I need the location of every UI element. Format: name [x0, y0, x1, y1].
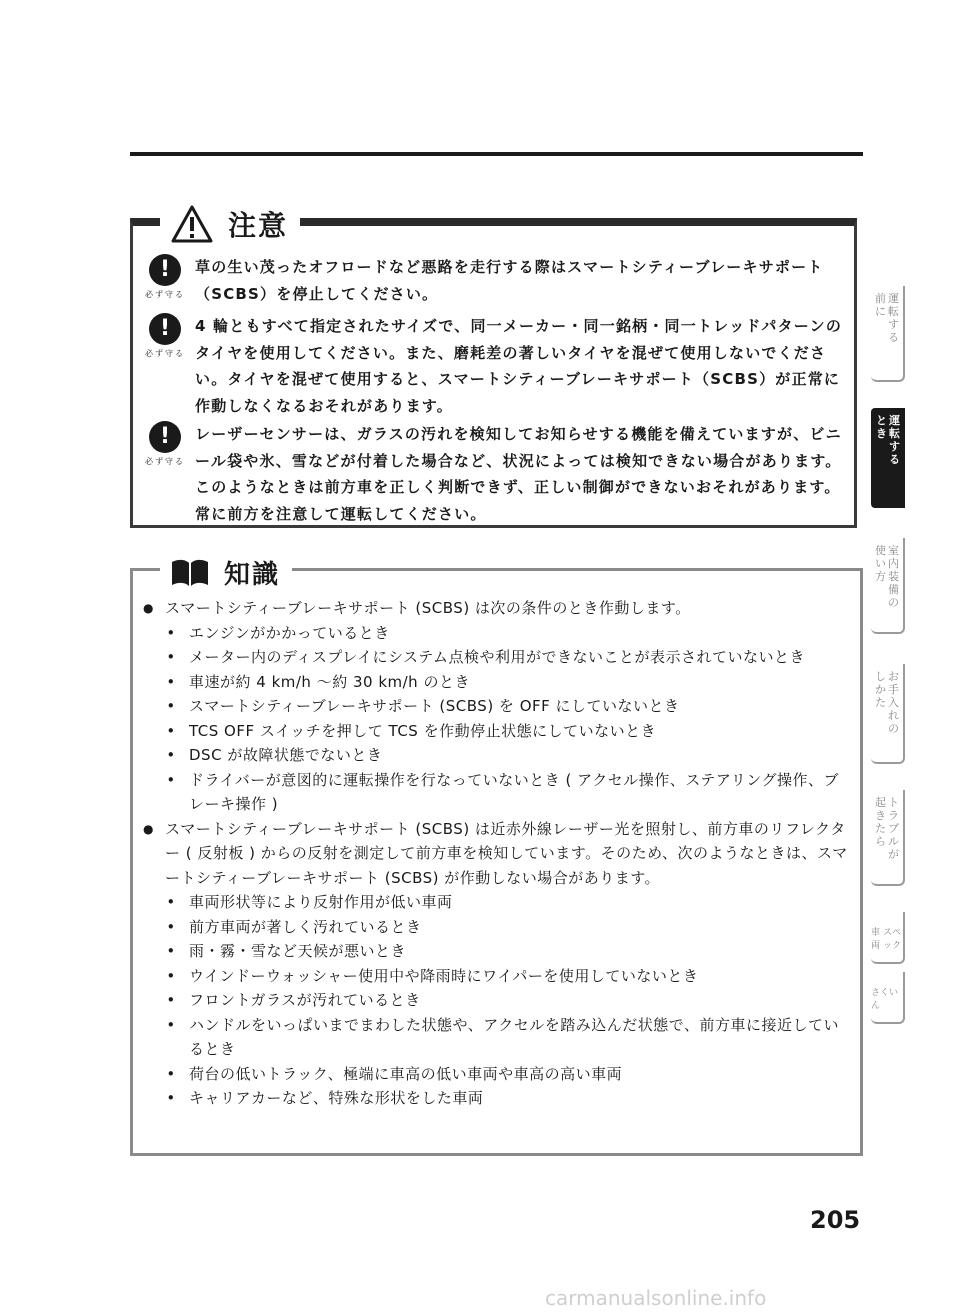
side-tab[interactable] [871, 912, 905, 964]
list-item-text: ウインドーウォッシャー使用中や降雨時にワイパーを使用していないとき [189, 966, 699, 985]
bullet-mark-icon: • [166, 893, 176, 911]
list-item [141, 768, 853, 817]
list-item [141, 890, 853, 915]
side-tab-label: 前 に [875, 292, 886, 318]
list-item [141, 670, 853, 695]
sub-list [141, 890, 853, 1111]
must-observe-icon: ! 必ず守る [143, 313, 187, 419]
must-observe-icon: ! 必ず守る [143, 254, 187, 307]
bullet-mark-icon: • [166, 1015, 176, 1034]
bullet-mark-icon: • [166, 1064, 176, 1083]
list-item [141, 719, 853, 744]
caution-text: 4 輪ともすべて指定されたサイズで、同一メーカー・同一銘柄・同一トレッドパターンのタイヤを使用してください。また、磨耗差の著しいタイヤを混ぜて使用しないでください。タイヤを混ぜて使用すると、スマートシティーブレーキサポート（SCBS）が正常に作動しなくなるおそれがあります。 [195, 317, 843, 415]
main-bullet-text: スマートシティーブレーキサポート (SCBS) は近赤外線レーザー光を照射し、前方車のリフレクター ( 反射板 ) からの反射を測定して前方車を検知しています。そのため、次のようなときは、スマートシティーブレーキサポート (SCBS) が作動しない場合があります。 [165, 819, 848, 887]
bullet-mark-icon: • [166, 746, 176, 764]
list-item-text: キャリアカーなど、特殊な形状をした車両 [189, 1089, 484, 1107]
side-tab-label: お 手 入 れ の [888, 670, 899, 735]
bullet-dot-icon: ● [143, 601, 154, 615]
side-tab[interactable] [871, 972, 905, 1024]
list-item [141, 621, 853, 646]
bullet-dot-icon: ● [143, 821, 154, 836]
list-item-text: フロントガラスが汚れているとき [189, 991, 421, 1009]
main-bullet-text: スマートシティーブレーキサポート (SCBS) は次の条件のとき作動します。 [165, 599, 691, 617]
list-item-text: スマートシティーブレーキサポート (SCBS) を OFF にしていないとき [189, 697, 680, 715]
bullet-mark-icon: • [166, 917, 176, 936]
bullet-mark-icon: • [166, 1089, 176, 1107]
side-tab-label: と き [876, 414, 887, 440]
side-tab-label: スペック [883, 928, 902, 951]
list-item [141, 645, 853, 670]
list-item-text: TCS OFF スイッチを押して TCS を作動停止状態にしていないとき [189, 721, 657, 740]
caution-text: レーザーセンサーは、ガラスの汚れを検知してお知らせする機能を備えていますが、ビニール袋や氷、雪などが付着した場合など、状況によっては検知できない場合があります。このようなときは前方車を正しく判断できず、正しい制御ができないおそれがあります。常に前方を注意して運転してください。 [195, 425, 842, 523]
list-item-text: DSC が故障状態でないとき [189, 746, 383, 764]
side-tab-label: ト ラ ブ ル が [888, 796, 899, 861]
caution-item [143, 421, 853, 527]
book-icon [170, 556, 210, 588]
list-item [141, 939, 853, 964]
caution-title: 注意 [228, 209, 289, 242]
side-tab-label: さくいん [871, 988, 899, 1011]
side-tab-label: 使 い 方 [875, 544, 886, 583]
list-item [141, 915, 853, 940]
knowledge-title: 知識 [224, 559, 281, 590]
list-item [141, 1062, 853, 1087]
bullet-mark-icon: • [166, 721, 176, 740]
list-item-text: ハンドルをいっぱいまでまわした状態や、アクセルを踏み込んだ状態で、前方車に接近しているとき [189, 1015, 839, 1058]
caution-item [143, 254, 853, 307]
side-tab[interactable] [871, 790, 905, 886]
list-item [141, 1086, 853, 1111]
side-tab[interactable] [871, 664, 905, 764]
side-tab-label: 車両 [871, 928, 881, 951]
list-item [141, 988, 853, 1013]
side-tab-label: 室 内 装 備 の [888, 544, 899, 609]
list-item [141, 694, 853, 719]
bullet-mark-icon: • [166, 770, 176, 789]
watermark: carmanualsonline.info [545, 1286, 767, 1310]
bullet-mark-icon: • [166, 991, 176, 1009]
side-tab-label: し か た [875, 670, 886, 709]
caution-text: 草の生い茂ったオフロードなど悪路を走行する際はスマートシティーブレーキサポート（SCBS）を停止してください。 [195, 258, 824, 303]
caution-header [160, 200, 300, 248]
bullet-mark-icon: • [166, 623, 176, 642]
list-item-text: エンジンがかかっているとき [189, 623, 390, 642]
caution-item [143, 313, 853, 419]
warning-triangle-icon [170, 204, 214, 244]
list-item [141, 743, 853, 768]
bullet-mark-icon: • [166, 697, 176, 715]
page-number: 205 [810, 1206, 861, 1234]
list-item-text: 荷台の低いトラック、極端に車高の低い車両や車高の高い車両 [189, 1064, 623, 1083]
side-tab[interactable] [871, 286, 905, 382]
sub-list [141, 621, 853, 817]
knowledge-main-bullet [141, 596, 853, 621]
list-item-text: 前方車両が著しく汚れているとき [189, 917, 422, 936]
knowledge-content [141, 596, 853, 1111]
list-item-text: 車速が約 4 km/h 〜約 30 km/h のとき [189, 672, 470, 691]
list-item-text: メーター内のディスプレイにシステム点検や利用ができないことが表示されていないとき [189, 648, 805, 666]
list-item [141, 964, 853, 989]
side-tab[interactable] [871, 408, 905, 508]
bullet-mark-icon: • [166, 942, 176, 960]
bullet-mark-icon: • [166, 648, 176, 666]
bullet-mark-icon: • [166, 966, 176, 985]
top-rule [130, 152, 863, 156]
side-tab-label: 運 転 す る [889, 414, 900, 466]
list-item-text: ドライバーが意図的に運転操作を行なっていないとき ( アクセル操作、ステアリング操作、ブレーキ操作 ) [189, 770, 839, 813]
knowledge-main-bullet [141, 817, 853, 891]
must-observe-icon: ! 必ず守る [143, 421, 187, 527]
side-tab-label: 起 き た ら [875, 796, 886, 848]
side-tab-label: 運 転 す る [888, 292, 899, 344]
side-tab[interactable] [871, 538, 905, 634]
knowledge-header [160, 552, 292, 592]
list-item [141, 1013, 853, 1062]
bullet-mark-icon: • [166, 672, 176, 691]
list-item-text: 雨・霧・雪など天候が悪いとき [189, 942, 407, 960]
list-item-text: 車両形状等により反射作用が低い車両 [189, 893, 453, 911]
